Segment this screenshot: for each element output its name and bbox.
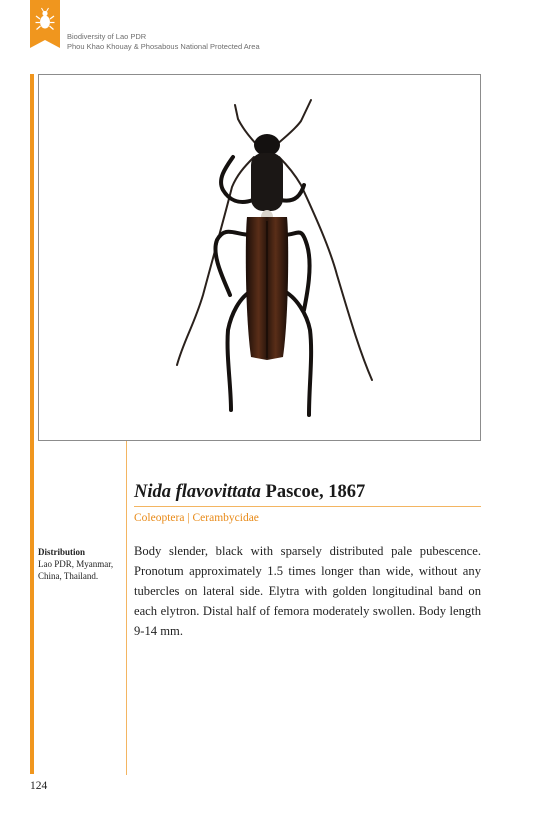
beetle-illustration <box>39 75 481 441</box>
column-divider <box>126 441 127 775</box>
margin-accent-bar <box>30 74 34 774</box>
running-header <box>67 32 260 52</box>
taxonomy-line: Coleoptera | Cerambycidae <box>134 512 259 524</box>
header-book-title: Biodiversity of Lao PDR <box>67 32 147 41</box>
specimen-photo <box>38 74 481 441</box>
title-rule <box>134 506 481 507</box>
distribution-text: Lao PDR, Myanmar, China, Thailand. <box>38 559 114 581</box>
header-area-name: Phou Khao Khouay & Phosabous National Protected Area <box>67 42 260 51</box>
beetle-icon-badge <box>30 0 60 48</box>
species-binomial: Nida flavovittata <box>134 482 261 502</box>
species-title <box>134 482 365 503</box>
page-number: 124 <box>30 780 48 792</box>
species-author: Pascoe, 1867 <box>260 482 366 502</box>
distribution-heading: Distribution <box>38 547 86 557</box>
species-description: Body slender, black with sparsely distributed pale pubescence. Pronotum approximately 1.5 times longer than wide, without any tubercles on lateral side. Elytra with golden longitudinal band on each elytron. Distal half of femora moderately swollen. Body length 9-14 mm. <box>134 544 481 638</box>
